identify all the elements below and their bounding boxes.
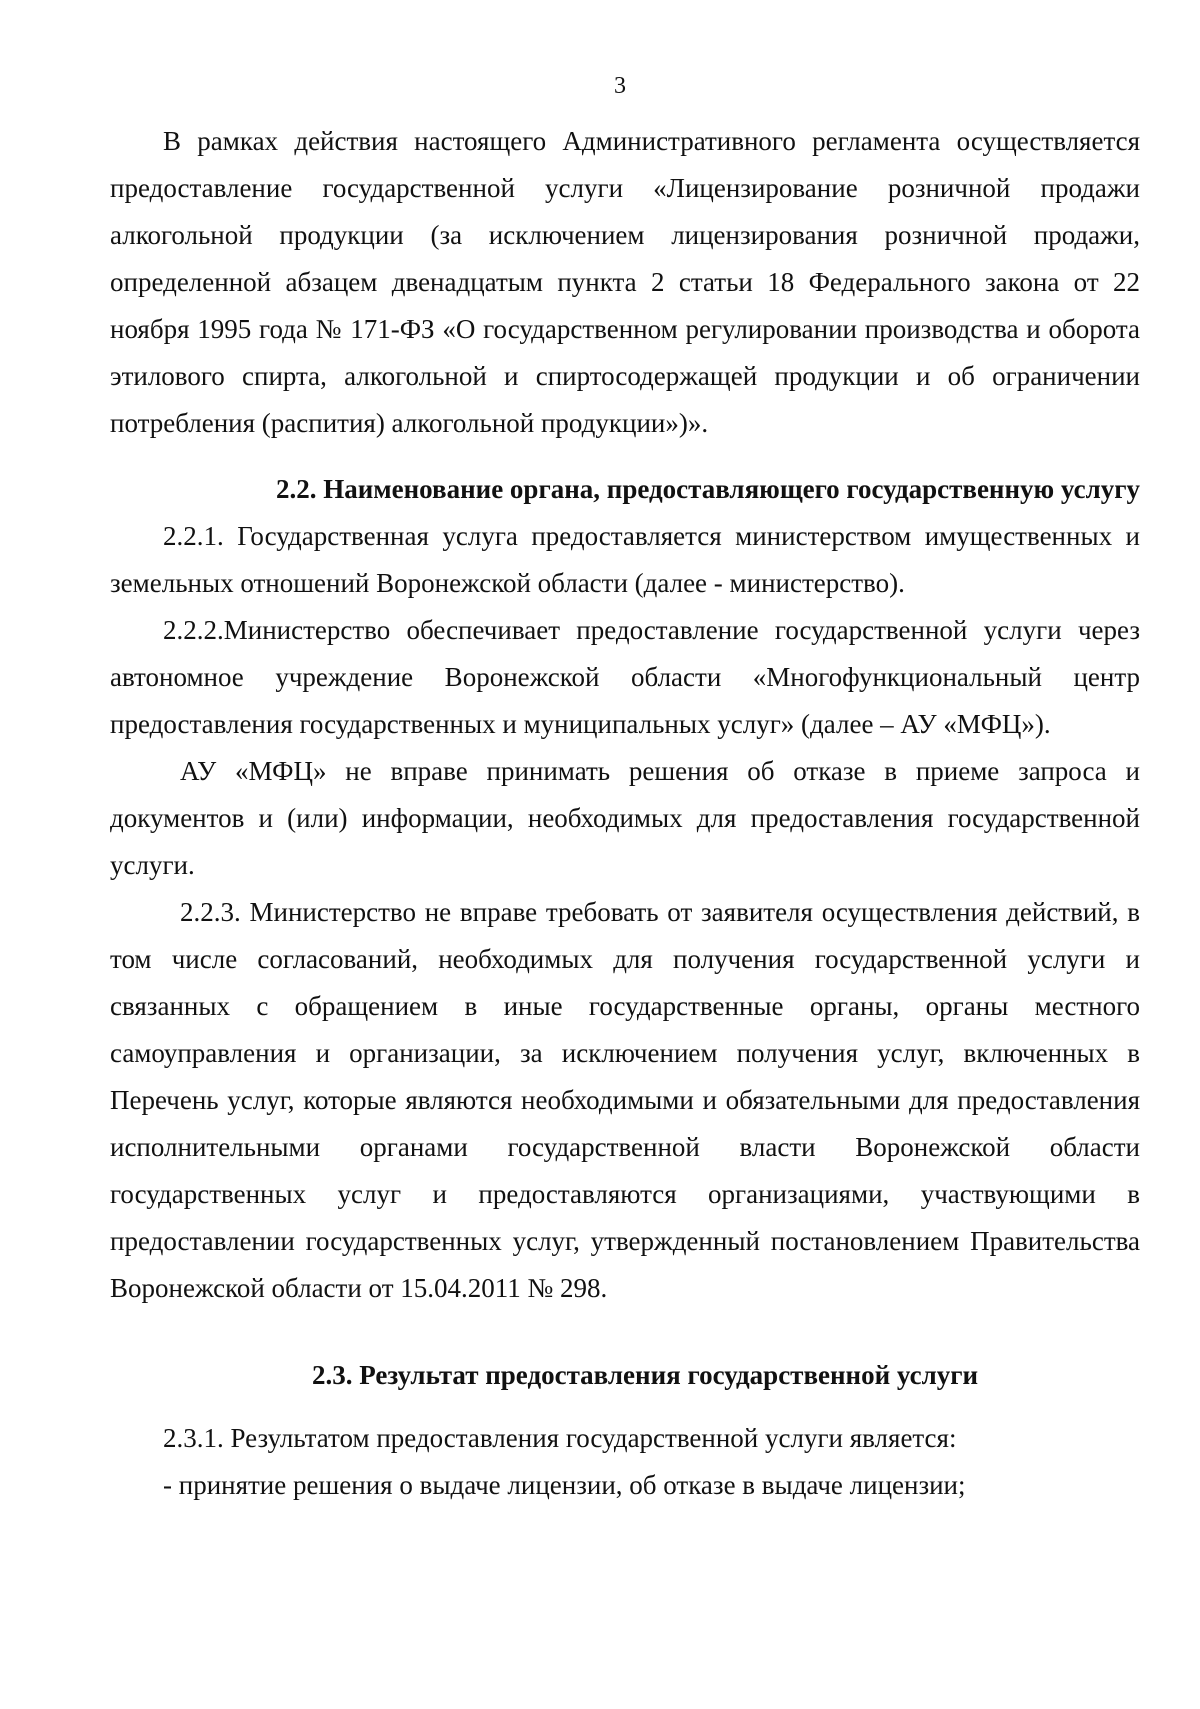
paragraph-2-3-1: 2.3.1. Результатом предоставления государственной услуги является: xyxy=(163,1423,957,1453)
document-body xyxy=(110,118,1140,1509)
paragraph-2-2-2: 2.2.2.Министерство обеспечивает предоставление государственной услуги через автономное учреждение Воронежской области «Многофункциональный центр предоставления государственных и муниципальных услуг» (далее – АУ «МФЦ»). xyxy=(110,615,1140,739)
paragraph-intro: В рамках действия настоящего Административного регламента осуществляется предоставление государственной услуги «Лицензирование розничной продажи алкогольной продукции (за исключением лицензирования розничной продажи, определенной абзацем двенадцатым пункта 2 статьи 18 Федерального закона от 22 ноября 1995 года № 171-ФЗ «О государственном регулировании производства и оборота этилового спирта, алкогольной и спиртосодержащей продукции и об ограничении потребления (распития) алкогольной продукции»)». xyxy=(110,126,1140,438)
section-heading-2-3: 2.3. Результат предоставления государственной услуги xyxy=(311,1360,979,1390)
page-number: 3 xyxy=(614,73,626,99)
paragraph-2-2-3: 2.2.3. Министерство не вправе требовать от заявителя осуществления действий, в том числе согласований, необходимых для получения государственной услуги и связанных с обращением в иные государственные органы, органы местного самоуправления и организации, за исключением получения услуг, включенных в Перечень услуг, которые являются необходимыми и обязательными для предоставления исполнительными органами государственной власти Воронежской области государственных услуг и предоставляются организациями, участвующими в предоставлении государственных услуг, утвержденный постановлением Правительства Воронежской области от 15.04.2011 № 298. xyxy=(110,897,1140,1303)
paragraph-2-2-2-mfc: АУ «МФЦ» не вправе принимать решения об отказе в приеме запроса и документов и (или) информации, необходимых для предоставления государственной услуги. xyxy=(110,756,1140,880)
list-item-result: - принятие решения о выдаче лицензии, об отказе в выдаче лицензии; xyxy=(163,1470,966,1500)
paragraph-2-2-1: 2.2.1. Государственная услуга предоставляется министерством имущественных и земельных отношений Воронежской области (далее - министерство). xyxy=(110,521,1140,598)
section-heading-2-2: 2.2. Наименование органа, предоставляющего государственную услугу xyxy=(275,474,1140,504)
